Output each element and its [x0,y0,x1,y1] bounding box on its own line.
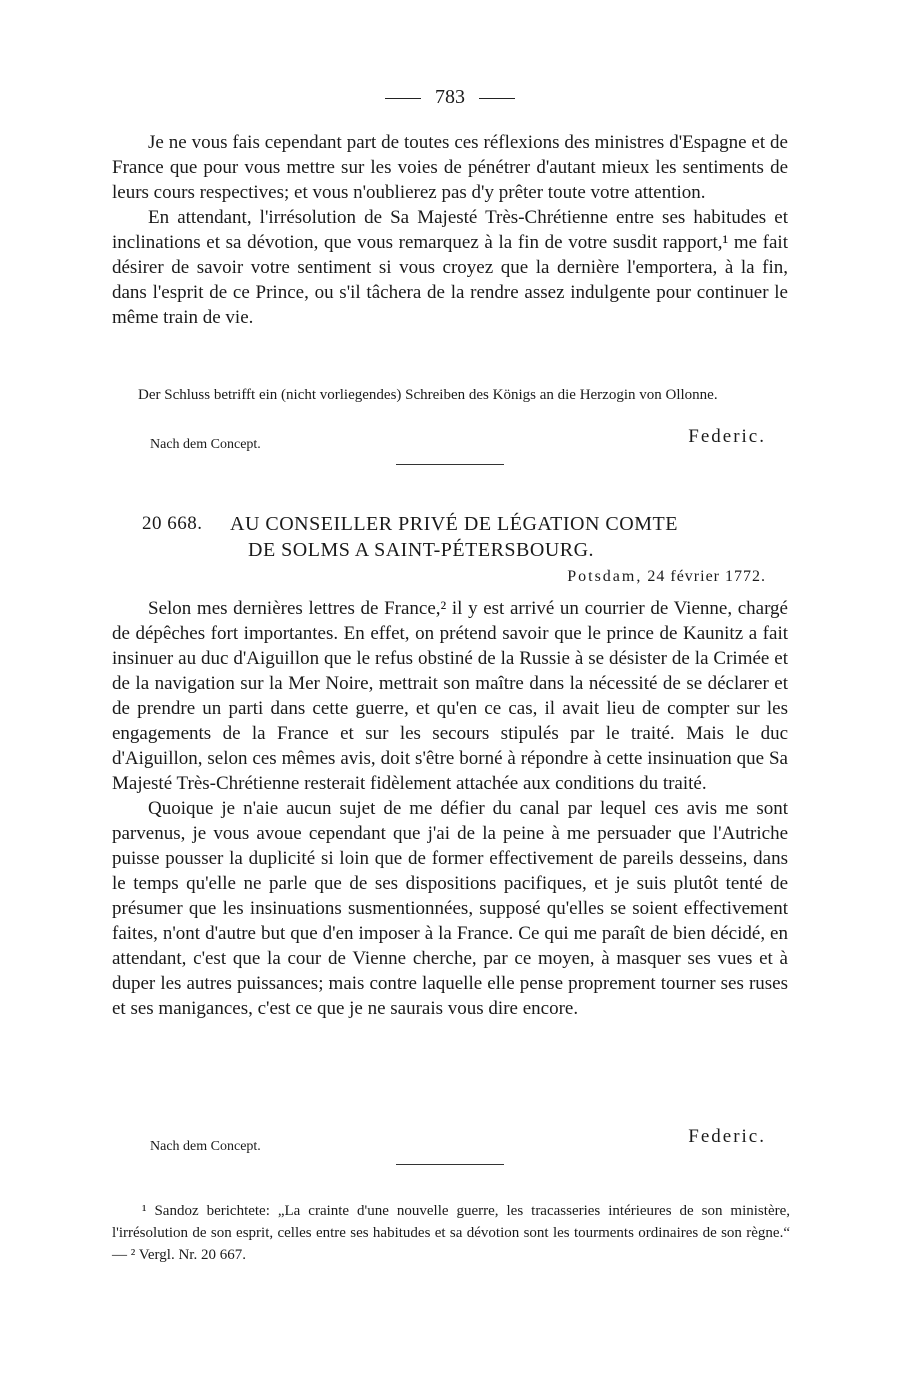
editorial-note-text: Der Schluss betrifft ein (nicht vorliegendes) Schreiben des Königs an die Herzogin von Ollonne. [138,387,718,403]
source-note: Nach dem Concept. [150,1139,261,1154]
footnotes [112,1200,790,1266]
letter-number: 20 668. [142,513,203,534]
footnote-text: ¹ Sandoz berichtete: „La crainte d'une nouvelle guerre, les tracasseries intérieures de son ministère, l'irrésolution de son esprit, celles entre ses habitudes et sa dévotion sont les tourments ordinaires de son règne.“ — ² Vergl. Nr. 20 667. [112,1203,790,1263]
letter-heading-line-1: AU CONSEILLER PRIVÉ DE LÉGATION COMTE [230,513,678,535]
signature: Federic. [688,1126,766,1147]
dateline-date: 24 février 1772. [647,568,766,585]
page-number-text: 783 [435,86,465,108]
paragraph: Quoique je n'aie aucun sujet de me défier du canal par lequel ces avis me sont parvenus, je vous avoue cependant que j'ai de la peine à me persuader que l'Autriche puisse pousser la duplicité si loin que de former effectivement de pareils desseins, dans le temps qu'elle ne parle que de ses dispositions pacifiques, et je suis plutôt tenté de présumer que les insinuations susmentionnées, supposé qu'elles se soient effectivement faites, n'ont d'autre but que d'en imposer à la France. Ce qui me paraît de bien décidé, en attendant, c'est que la cour de Vienne cherche, par ce moyen, à masquer ses vues et à duper les autres puissances; mais contre laquelle elle pense proprement tourner ses ruses et ses manigances, c'est ce que je ne saurais vous dire encore. [112,798,788,1019]
paragraph: Je ne vous fais cependant part de toutes ces réflexions des ministres d'Espagne et de France que pour vous mettre sur les voies de pénétrer d'autant mieux les sentiments de leurs cours respectives; et vous n'oublierez pas d'y prêter toute votre attention. [112,132,788,203]
separator-rule [396,1164,504,1165]
paragraph: Selon mes dernières lettres de France,² il y est arrivé un courrier de Vienne, chargé de dépêches fort importantes. En effet, on prétend savoir que le prince de Kaunitz a fait insinuer au duc d'Aiguillon que le refus obstiné de la Russie à se désister de la Crimée et de la navigation sur la Mer Noire, mettrait son maître dans la nécessité de se déclarer et de prendre un parti dans cette guerre, et qu'en ce cas, il avait lieu de compter sur les engagements de la France et sur les secours stipulés par le traité. Mais le duc d'Aiguillon, selon ces mêmes avis, doit s'être borné à répondre à cette insinuation que Sa Majesté Très-Chrétienne resterait fidèlement attachée aux conditions du traité. [112,598,788,794]
page-number-dash-left [385,98,421,99]
dateline-place: Potsdam, [567,568,643,585]
dateline [567,568,766,586]
letter-heading-line-2: DE SOLMS A SAINT-PÉTERSBOURG. [248,539,595,561]
page-number [0,86,900,109]
previous-letter-body [112,130,788,330]
separator-rule [396,464,504,465]
editorial-note [112,385,788,406]
source-note: Nach dem Concept. [150,437,261,452]
paragraph: En attendant, l'irrésolution de Sa Majesté Très-Chrétienne entre ses habitudes et inclinations et sa dévotion, que vous remarquez à la fin de votre susdit rapport,¹ me fait désirer de savoir votre sentiment si vous croyez que la dernière l'emportera, à la fin, dans l'esprit de ce Prince, ou s'il tâchera de la rendre assez indulgente pour continuer le même train de vie. [112,207,788,328]
signature: Federic. [688,426,766,447]
letter-body [112,596,788,1021]
page-number-dash-right [479,98,515,99]
